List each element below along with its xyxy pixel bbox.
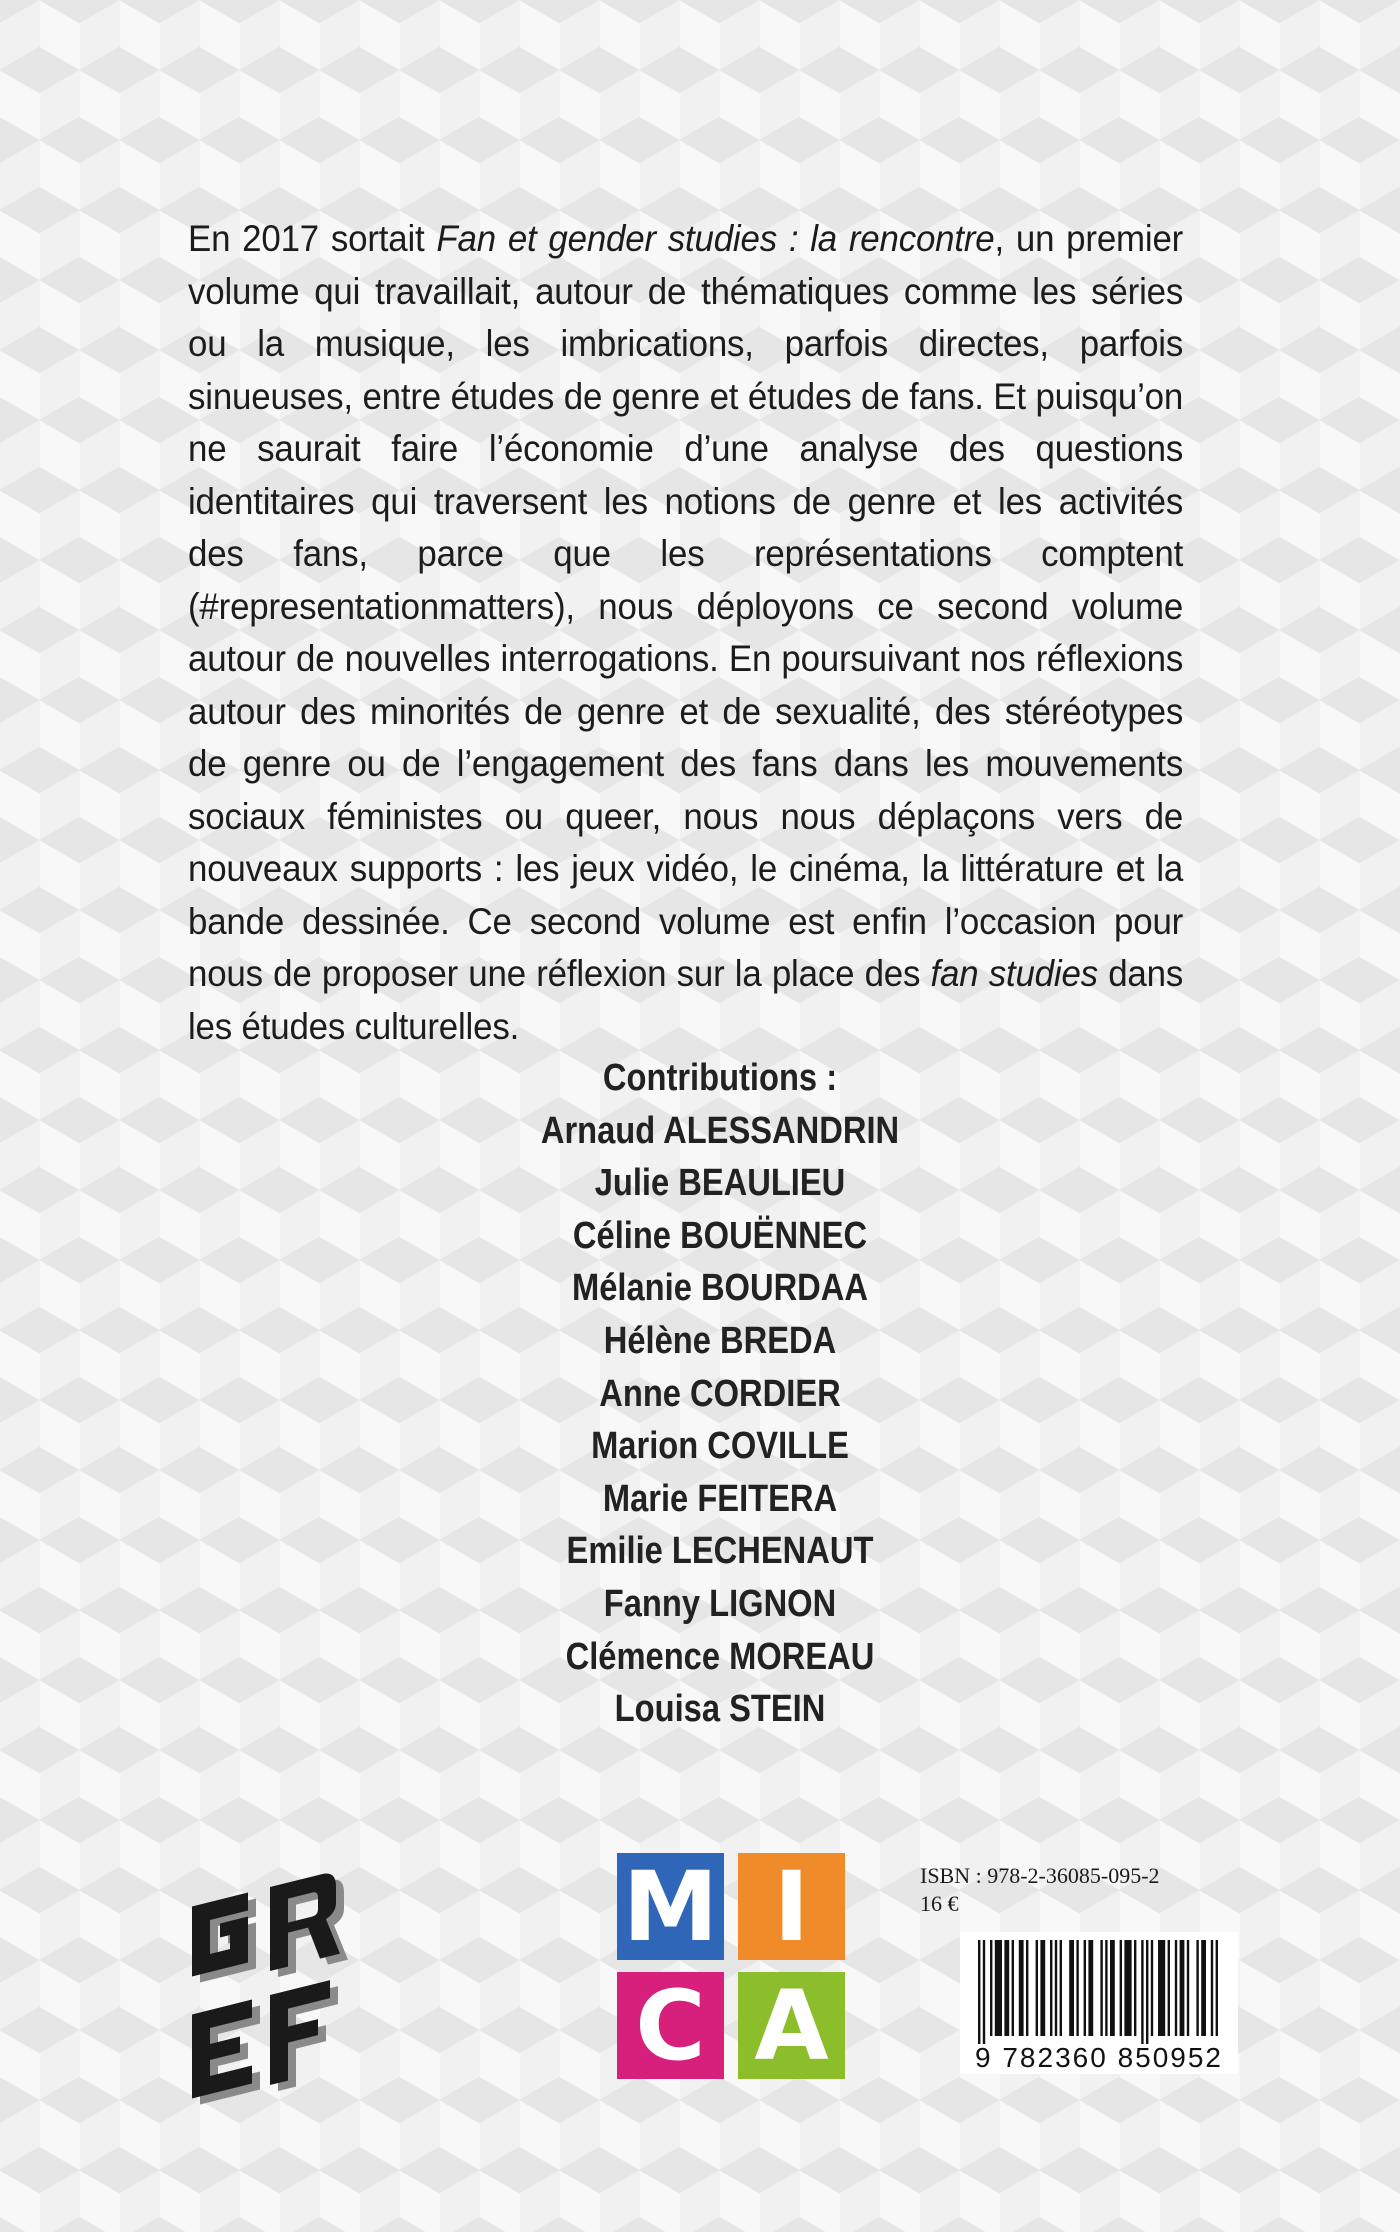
barcode-bar [1120,1940,1122,2036]
barcode-bar [1019,1940,1024,2036]
barcode-bar [1146,1940,1148,2044]
barcode-bar [978,1940,980,2044]
barcode-bar [1211,1940,1213,2036]
barcode-bar [1196,1940,1198,2036]
barcode-bar [1088,1940,1093,2036]
isbn-block [920,1862,1240,1918]
barcode-bar [1216,1940,1218,2036]
barcode-bar [1168,1940,1170,2036]
barcode-bar [1141,1940,1143,2044]
barcode-bar [1187,1940,1189,2036]
mica-tile-i: I [738,1853,845,1960]
contributor-name: Marie FEITERA [602,1477,838,1520]
barcode-digits: 9 782360 850952 [975,2042,1223,2073]
barcode-bar [1036,1940,1038,2036]
mica-tile-m: M [617,1853,724,1960]
barcode-bar [1134,1940,1136,2036]
barcode-bar [1110,1940,1115,2036]
barcode-bar [1158,1940,1165,2036]
blurb-text-2: , un premier volume qui travaillait, autour de thématiques comme les séries ou la musique, les imbrications, parfois directes, parfois sinueuses, entre études de genre et études de fans. Et puisqu’on ne saurait faire l’économie d’une analyse des questions identitaires qui traversent les notions de genre et les activités des fans, parce que les représentations comptent (#representationmatters), nous déployons ce second volume autour de nouvelles interrogations. En poursuivant nos réflexions autour des minorités de genre et de sexualité, des stéréotypes de genre ou de l’engagement des fans dans les mouvements sociaux féministes ou queer, nous nous déplaçons vers de nouveaux supports : les jeux vidéo, le cinéma, la littérature et la bande dessinée. Ce second volume est enfin l’occasion pour nous de proposer une réflexion sur la place des [188,217,1184,994]
mica-logo [617,1850,845,2082]
barcode-bar [1100,1940,1102,2036]
contributor-name: Clémence MOREAU [565,1635,875,1678]
contributor-name: Arnaud ALESSANDRIN [540,1109,900,1152]
price: 16 € [920,1891,959,1916]
book-title-italic: Fan et gender studies : la rencontre [436,217,995,259]
barcode-bar [1055,1940,1057,2036]
barcode-bar [1180,1940,1185,2036]
contributor-name: Marion COVILLE [591,1425,849,1468]
barcode-bar [1004,1940,1009,2036]
barcode-bar [1124,1940,1131,2036]
barcode-bar [1105,1940,1107,2036]
barcode-bars [960,1932,1238,2044]
contributor-name: Hélène BREDA [603,1319,837,1362]
barcode [960,1932,1238,2074]
contributor-name: Anne CORDIER [599,1372,841,1415]
contributions-list [488,1052,952,1736]
barcode-bar [983,1940,985,2044]
contributor-name: Mélanie BOURDAA [572,1267,868,1310]
barcode-bar [1026,1940,1028,2036]
mica-tile-c: C [617,1972,724,2079]
contributor-name: Céline BOUËNNEC [572,1214,868,1257]
back-cover-blurb [188,212,1183,1052]
barcode-bar [1175,1940,1177,2036]
barcode-bar [1060,1940,1062,2036]
contributor-name: Fanny LIGNON [603,1582,837,1625]
barcode-bar [1201,1940,1206,2036]
barcode-bar [1012,1940,1014,2036]
contributions-heading: Contributions : [602,1057,838,1099]
blurb-text-3: dans les études culturelles. [188,952,1184,1047]
isbn-number: ISBN : 978-2-36085-095-2 [920,1863,1160,1888]
mica-tile-a: A [738,1972,845,2079]
barcode-bar [1076,1940,1078,2036]
barcode-bar [990,1940,992,2036]
barcode-bar [1069,1940,1074,2036]
barcode-bar [995,1940,1002,2036]
fan-studies-italic: fan studies [930,952,1098,994]
barcode-bar [1040,1940,1045,2036]
contributor-name: Emilie LECHENAUT [566,1530,874,1573]
gref-logo [186,1862,402,2110]
barcode-bar [1084,1940,1086,2036]
barcode-bar [1151,1940,1153,2036]
blurb-text-1: En 2017 sortait [188,217,437,259]
barcode-bar [1050,1940,1052,2036]
contributor-name: Julie BEAULIEU [594,1162,846,1205]
contributor-name: Louisa STEIN [614,1688,826,1731]
